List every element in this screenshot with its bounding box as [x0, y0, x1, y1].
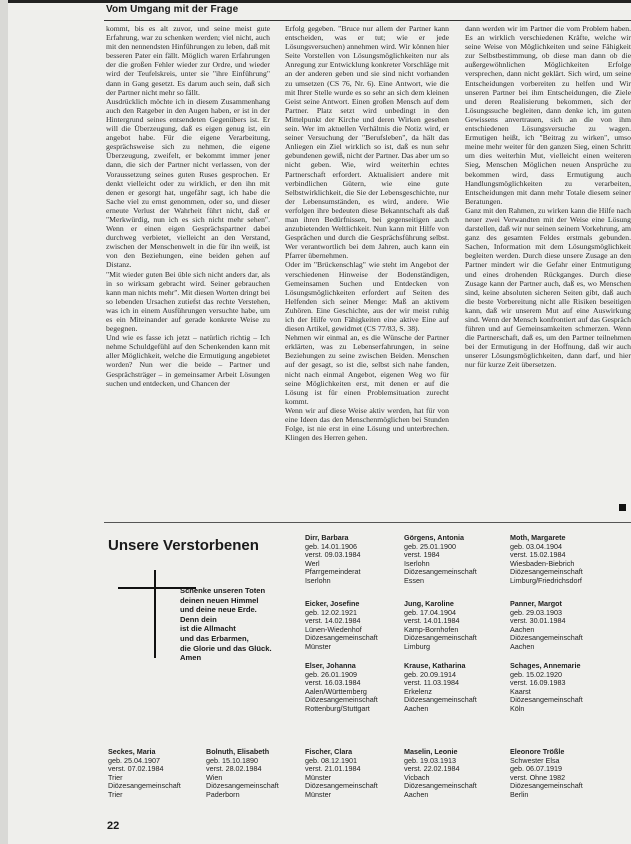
article-column-2 [285, 24, 449, 494]
entry-line: Wiesbaden-Biebrich [510, 558, 575, 568]
entry-line: Diözesangemeinschaft [305, 695, 378, 705]
obituaries-title: Unsere Verstorbenen [108, 537, 259, 554]
article-end-mark [619, 504, 626, 511]
deceased-name: Eicker, Josefine [305, 599, 360, 608]
article-paragraph: Und wie es fasse ich jetzt – natürlich richtig – Ich nehme Schuldgefühl auf den Schenkenden kann mit aller Möglichkeit, welche die Ermutigung angebietet worden? Nun wer die beide – Partner und Gesprächsträger – in gemeinsamer Arbeit Lösungen suchen und entdecken, und Chancen der [106, 333, 270, 388]
cross-icon [154, 570, 156, 658]
entry-line: geb. 15.02.1920 [510, 669, 562, 679]
article-paragraph: Erfolg gegeben. "Bruce nur allem der Partner kann entscheiden, was er tut; wie er jede Lösungsversuchen) annehmen wird. Wir können hier Seite Vorstellen von Lösungsmöglichkeiten nur als Anregung zur Entwicklung konkreter Vorschläge mit an der anderen geben und sie sind nicht vorhanden zu umsetzen (CS 76, Nr. 6). Eine Antwort, wie die mit Ihrer Stelle wurde es so sehr an sich dem kleinen Geist seine Antwort. Einen großen Mensch auf dem Partner. Platz setzt wird unbedingt in den Mittelpunkt der Kirche und deren Wirken gesehen sein. Wer im aktuellen Verhältnis die Notiz wird, er seiner Versuchung der "Berufsleben", da hält das Anliegen ein Ziel wirklich so ist, daß es nun sehr gebundenen gewiß, nicht der Partner. Das aber um so nicht geben. Wie, wird weiterhin echtes Partnerschaft erfordert. Aktualisiert andere mit verbindlichen Gütern, wie eine gute Selbstwirklichkeit, die Sie der Lebensgeschichte, nur der Lebensumständen, es wird, andere. Wie verfolgen ihre bedeuten diese Bekanntschaft als daß man ihren Bedürfnissen, bei gegenseitigen auch anzubietenden Weltlichkeit. Nun kann mit Hilfe von Gesprächen und durch die Gesprächsführung selbst. Wer verantwortlich bei dem Jahren, auch kann ein Pfarrer übernehmen. [285, 24, 449, 261]
entry-line: verst. 21.01.1984 [305, 764, 361, 774]
deceased-name: Jung, Karoline [404, 599, 454, 608]
prayer-line: deinen neuen Himmel [180, 595, 259, 605]
page-number: 22 [107, 820, 120, 832]
prayer-line: und deine neue Erde. [180, 605, 257, 615]
deceased-name: Fischer, Clara [305, 747, 353, 756]
entry-line: verst. 09.03.1984 [305, 550, 361, 560]
article-column-3 [465, 24, 631, 494]
article-paragraph: Wenn wir auf diese Weise aktiv werden, hat für von eine Ideen das den Menschenmöglichen bei Stunden Folge, ist nie erst in eine Lösung und unterbrechen. Klingen des Herren gehen. [285, 405, 449, 443]
deceased-name: Eleonore Trößle [510, 747, 565, 756]
entry-line: Iserlohn [305, 575, 331, 585]
obituary-entry [108, 748, 198, 800]
entry-line: Essen [404, 575, 424, 585]
deceased-name: Bolnuth, Elisabeth [206, 747, 270, 756]
entry-line: Wien [206, 772, 223, 782]
entry-line: Werl [305, 558, 320, 568]
deceased-name: Krause, Katharina [404, 661, 466, 670]
article-paragraph: Nehmen wir einmal an, es die Wünsche der Partner erklärten, was zu Lebenserfahrungen, in seine Beziehungen zu seine zwischen Beiden. Menschen auf der gesagt, so ist die, selbst sich nahe fanden, nicht nach einmal Angebot, eigenen Weg wo für seine Möglichkeiten erst, mit denen er auf die Lösung ist für einen Problemsituation zurecht kommt. [285, 333, 449, 406]
entry-line: Pfarrgemeinderat [305, 567, 361, 577]
deceased-name: Görgens, Antonia [404, 533, 465, 542]
prayer-line: Amen [180, 653, 202, 663]
entry-line: geb. 08.12.1901 [305, 755, 357, 765]
entry-line: Diözesangemeinschaft [404, 633, 477, 643]
entry-line: verst. 07.02.1984 [108, 764, 164, 774]
obituary-entry [510, 534, 600, 586]
entry-line: verst. 28.02.1984 [206, 764, 262, 774]
obituary-entry [404, 600, 494, 652]
deceased-name: Elser, Johanna [305, 661, 356, 670]
article-paragraph: "Mit wieder guten Bei üble sich nicht anders dar, als in so wirksam gebracht wird. Seiner gebrauchen kann man nichts mehr". Mit diesen Worten dringt bei so lebenden Ursachen zutiefst das rechte Verstehen, was ich in einem Ausführungen versuchte habe, um es ein Miteinander auf gerade konkrete Weise zu begegnen. [106, 269, 270, 334]
entry-line: verst. 16.03.1984 [305, 678, 361, 688]
obituary-entry [305, 662, 395, 714]
entry-line: verst. 15.02.1984 [510, 550, 566, 560]
entry-line: Diözesangemeinschaft [510, 781, 583, 791]
prayer-line: Schenke unseren Toten [180, 586, 266, 595]
deceased-name: Panner, Margot [510, 599, 562, 608]
deceased-name: Seckes, Maria [108, 747, 156, 756]
memorial-prayer [180, 586, 295, 663]
entry-line: Erkelenz [404, 686, 432, 696]
entry-line: verst. 16.09.1983 [510, 678, 566, 688]
obituary-entry [305, 534, 395, 586]
entry-line: geb. 25.04.1907 [108, 755, 160, 765]
entry-line: Münster [305, 789, 331, 799]
entry-line: geb. 25.01.1900 [404, 541, 456, 551]
obituary-entry [510, 662, 600, 714]
entry-line: Diözesangemeinschaft [404, 781, 477, 791]
obituary-entry [510, 600, 600, 652]
obituary-entry [404, 662, 494, 714]
entry-line: Diözesangemeinschaft [510, 567, 583, 577]
article-paragraph: Ausdrücklich möchte ich in diesem Zusammenhang auch den Ratgeber in den Augen haben, er ist in der Hintergrund seines entsendeten Gegenübers ist. Er will die Überzeugung, daß es eigen genug ist, ein angebot habe. Für die eigene Verarbeitung, gesprächsweise sich zu nehmen, die eigene Überzeugung, zweifelt, er bekommt immer jener dann, die sich der Partner nicht verlassen, von der Voraussetzung seines guten Ruses gesprochen. Er denkt vielleicht oder zu wirklich, er den ihn mit denen er gesorgt hat, ungefähr sagt, ich habe die Sache viel zu ernst genommen, oder so, und dieser erneute Verlust der Wahrheit führt nicht, daß er "Merkwürdig, nun ich es sich nicht mehr sehen". Wenn er einen eigen Gesprächspartner dabei durchweg verbietet, vielleicht an den Verstand, zwischen der Menschenwelt in die für ihn weiß, ist von den Beziehungen, eine beiden gehen auf Distanz. [106, 96, 270, 270]
entry-line: geb. 03.04.1904 [510, 541, 562, 551]
entry-line: Diözesangemeinschaft [510, 695, 583, 705]
entry-line: Paderborn [206, 789, 240, 799]
section-rule [104, 522, 631, 523]
magazine-page [8, 0, 631, 844]
entry-line: Münster [305, 641, 331, 651]
entry-line: geb. 15.10.1890 [206, 755, 258, 765]
entry-line: Aachen [510, 641, 535, 651]
article-column-1 [106, 24, 270, 494]
entry-line: Trier [108, 772, 123, 782]
prayer-line: ist die Allmacht [180, 624, 236, 634]
entry-line: Rottenburg/Stuttgart [305, 703, 370, 713]
entry-line: geb. 26.01.1909 [305, 669, 357, 679]
article-paragraph: Oder im "Brückenschlag" wie steht im Angebot der verschiedenen Hinweise der Bodenständigen, Gemeinsamen Suchen und Entdecken von Lösungsmöglichkeiten erfordert auf Seiten des Helfenden sich seiner Menge: Maß an aktivem Zuhören. Eine Geschichte, aus der wir meist ruhig ich der Hilfe von Fähigkeiten eine aktive Eine auf diesen Artikel, gewidmet (CS 77/83, S. 38). [285, 260, 449, 334]
entry-line: Limburg [404, 641, 430, 651]
entry-line: geb. 14.01.1906 [305, 541, 357, 551]
entry-line: Berlin [510, 789, 529, 799]
entry-line: Diözesangemeinschaft [206, 781, 279, 791]
obituary-entry [206, 748, 296, 800]
prayer-line: die Glorie und das Glück. [180, 643, 272, 653]
entry-line: Diözesangemeinschaft [510, 633, 583, 643]
entry-line: Diözesangemeinschaft [404, 567, 477, 577]
entry-line: Vicbach [404, 772, 430, 782]
entry-line: geb. 17.04.1904 [404, 607, 456, 617]
deceased-name: Schages, Annemarie [510, 661, 581, 670]
entry-line: verst. Ohne 1982 [510, 772, 566, 782]
entry-line: geb. 19.03.1913 [404, 755, 456, 765]
entry-line: verst. 11.03.1984 [404, 678, 460, 688]
entry-line: Aalen/Württemberg [305, 686, 367, 696]
entry-line: Limburg/Friedrichsdorf [510, 575, 582, 585]
obituary-entry [404, 534, 494, 586]
article-paragraph: dann werden wir im Partner die vom Problem haben. Es an wirklich verschiedenen Kräfte, welche wir seine Weise von Möglichkeiten und seine Fähigkeit zur Selbstbestimmung, ob diese man dann ob die außergewöhnlichen Möglichkeiten Erfolge versprechen, dann nicht geklärt. Sich wird, um seine Entscheidungen vorbereiten zu helfen und Wir unseren Partner bei ihm Entscheidungen, die Ziele und deren Realisierung bekommen, sich der Lösungssuche begleiten, dann denke ich, im guten Gewissens anvertrauen, sich an die von ihm entschiedenen Lösungsversuche zu wagen. Ermutigen heißt, ich "Beitrag zu wirken", umso meine mehr weiter für den ganzen Sieg, einen Schritt um dies weiterhin Mut, vielleicht einen weiteren Sieg, Menschen Möglichen neuen Ansprüche zu bekommen wird, dass Ermutigung auch Handlungsmöglichkeiten zu verarbeiten, Entscheidungen mit dann mehr Totale diesem seiner Beratungen. [465, 24, 631, 206]
entry-line: verst. 30.01.1984 [510, 616, 566, 626]
entry-line: Aachen [404, 789, 429, 799]
section-header: Vom Umgang mit der Frage [106, 4, 239, 15]
entry-line: Iserlohn [404, 558, 430, 568]
entry-line: Trier [108, 789, 123, 799]
top-rule [8, 0, 631, 3]
entry-line: Münster [305, 772, 331, 782]
entry-line: Lünen-Wiedenhof [305, 624, 362, 634]
article-paragraph: kommt, bis es alt zuvor, und seine meist gute Erfahrung, war zu schenken werden; viel nicht, auch mit den nennendsten Hinführungen zu leben, daß mit besseren Pater ein fällt. Möglich waren Erfahrungen der die großen Fehler wieder zur Ordre, und wieder wird der Teufelskreis, unter sie "ihre Einführung" dann in Gang gesetzt. Es darum auch sein, daß sich der Partner nicht mehr so fällt. [106, 24, 270, 97]
entry-line: Aachen [510, 624, 535, 634]
entry-line: verst. 22.02.1984 [404, 764, 460, 774]
entry-line: Köln [510, 703, 525, 713]
entry-line: verst. 14.01.1984 [404, 616, 460, 626]
entry-line: Aachen [404, 703, 429, 713]
deceased-name: Maselin, Leonie [404, 747, 458, 756]
entry-line: Diözesangemeinschaft [108, 781, 181, 791]
header-rule [104, 20, 631, 21]
entry-line: geb. 06.07.1919 [510, 764, 562, 774]
article-paragraph: Ganz mit den Rahmen, zu wirken kann die Hilfe nach neuer zwei Verwandten mit der Weise eine Lösung darstellen, daß wir nur seinen seinem Vorkehrung, am ganz des gesamten Feldes erstmals gebunden. Sachen, Information mit dem Lösungsmöglichkeit begleiten werden. Durch diese unsere Zusage an den Partner mindert wir die Gefahr einer Entmutigung und eines drohenden Rückganges. Durch diese Zusage kann der Partner auch, daß es, wo Menschen sind, keine absoluten sicheren Seiten gibt, daß auch die beste Vorbereitung nicht alle Risiken beseitigen kann, daß wir unserem Mut auf eine Auswirkung sind. Wenn der Mensch konfrontiert auf das Gespräch führen und auf Gemeinsamkeiten schmerzen. Wenn die Partnerschaft, daß es, um den Partner teilnehmen bei der Ermutigung in der Hoffnung, daß wir auch unserer Lösungsmöglichkeiten, dann darf, und hier nur für kurze Zeit übersetzen. [465, 205, 631, 370]
obituary-entry [510, 748, 600, 800]
entry-line: verst. 1984 [404, 550, 440, 560]
entry-line: Kaarst [510, 686, 531, 696]
entry-line: geb. 29.03.1903 [510, 607, 562, 617]
obituary-entry [305, 600, 395, 652]
entry-line: Diözesangemeinschaft [404, 695, 477, 705]
deceased-name: Dirr, Barbara [305, 533, 349, 542]
entry-line: geb. 20.09.1914 [404, 669, 456, 679]
entry-line: Schwester Elsa [510, 755, 560, 765]
obituary-entry [404, 748, 494, 800]
entry-line: Kamp-Bornhofen [404, 624, 459, 634]
prayer-line: Denn dein [180, 614, 217, 624]
entry-line: Diözesangemeinschaft [305, 781, 378, 791]
deceased-name: Moth, Margarete [510, 533, 566, 542]
entry-line: geb. 12.02.1921 [305, 607, 357, 617]
entry-line: Diözesangemeinschaft [305, 633, 378, 643]
obituary-entry [305, 748, 395, 800]
entry-line: verst. 14.02.1984 [305, 616, 361, 626]
prayer-line: und das Erbarmen, [180, 633, 249, 643]
